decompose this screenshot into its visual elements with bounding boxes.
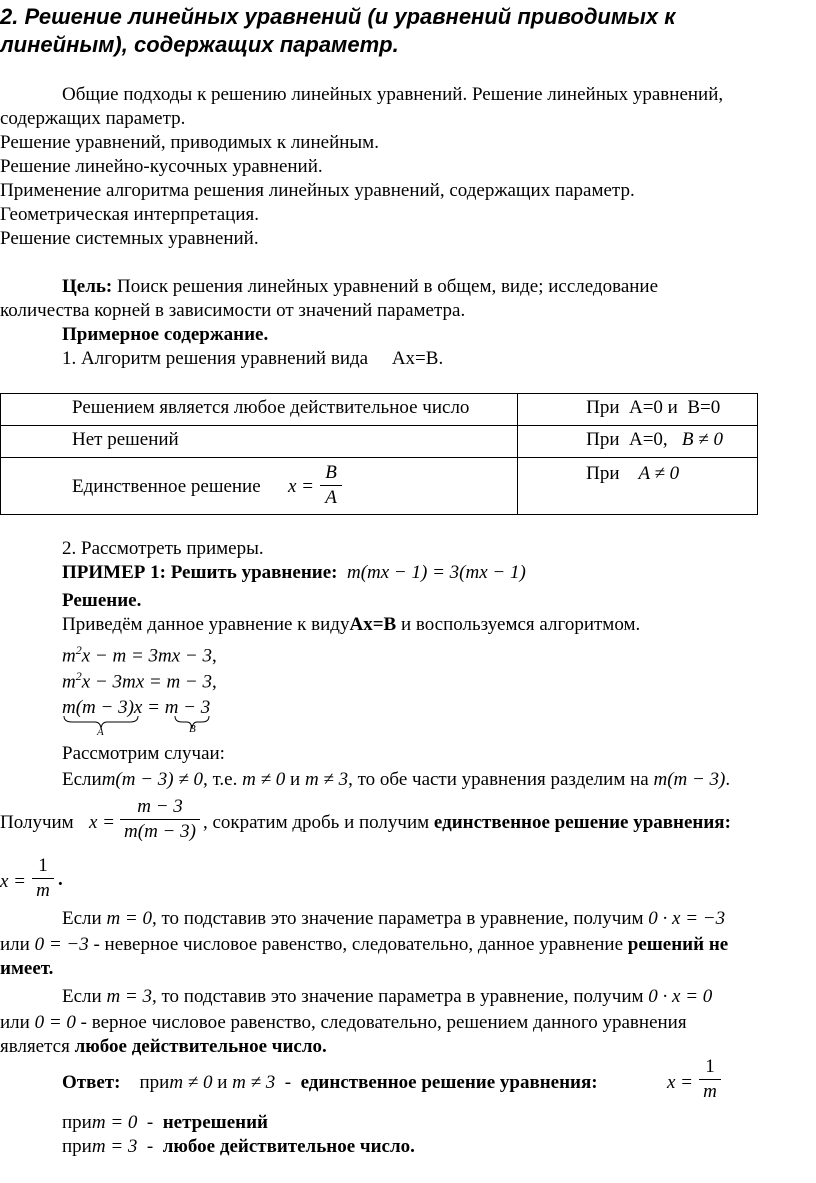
denominator: A xyxy=(325,487,337,508)
reduce-line xyxy=(62,614,640,636)
equation-2: $m^2x - 3mx = m - 3$, xyxy=(62,669,217,693)
case-m3-line-3: является любое действительное число. xyxy=(0,1036,327,1057)
answer-line-1: Ответ: приm ≠ 0 и m ≠ 3 - единственное решение уравнения: xyxy=(62,1072,598,1093)
reduce-text: Приведём данное уравнение к виду xyxy=(62,614,350,635)
overview-line-7: Решение системных уравнений. xyxy=(0,228,259,249)
goal-line-1 xyxy=(62,276,658,298)
x-equals: x = xyxy=(89,812,116,833)
content-heading: Примерное содержание. xyxy=(62,324,269,345)
step-2: 2. Рассмотреть примеры. xyxy=(62,538,264,559)
heading-line-2: линейным), содержащих параметр. xyxy=(0,32,399,57)
table-cell: При A=0 и B=0 xyxy=(518,394,758,426)
label-a: A xyxy=(97,726,104,738)
heading-line-1: 2. Решение линейных уравнений (и уравнений приводимых к xyxy=(0,4,676,29)
reduce-form: Ax=B xyxy=(349,614,397,635)
table-row xyxy=(1,426,758,458)
label-b: B xyxy=(189,723,196,735)
example-1 xyxy=(62,562,526,584)
step-1: 1. Алгоритм решения уравнений вида Ax=B. xyxy=(62,348,444,369)
example-equation: m(mx − 1) = 3(mx − 1) xyxy=(346,562,526,583)
cond-label: При xyxy=(586,463,620,484)
case-m0-line-2: или 0 = −3 - неверное числовое равенство, следовательно, данное уравнение решений не xyxy=(0,934,729,955)
fraction-one-over-m: 1 m xyxy=(699,1056,721,1103)
overview-line-5: Применение алгоритма решения линейных уравнений, содержащих параметр. xyxy=(0,180,635,201)
algorithm-table xyxy=(0,393,758,515)
cases-label: Рассмотрим случаи: xyxy=(62,743,225,764)
coefficient-b: m − 3 xyxy=(164,697,211,718)
underbrace-icons xyxy=(62,714,222,730)
unique-dot: . xyxy=(58,869,63,890)
x-equals: x = xyxy=(0,871,27,892)
fraction-one-over-m: 1 m xyxy=(32,855,54,902)
answer-line-2: приm = 0 - нетрешений xyxy=(62,1112,268,1133)
table-row xyxy=(1,394,758,426)
get-label: Получим xyxy=(0,812,74,833)
fraction-b-over-a xyxy=(320,462,342,509)
reduce-text-end: и воспользуемся алгоритмом. xyxy=(396,614,641,635)
goal-label: Цель: xyxy=(62,276,113,297)
cond-a-nonzero: A ≠ 0 xyxy=(638,463,680,484)
coefficient-a: m(m − 3) xyxy=(62,697,134,718)
cond-a-zero: При A=0, xyxy=(586,429,668,450)
overview-line-3: Решение уравнений, приводимых к линейным. xyxy=(0,132,379,153)
equation-3: m(m − 3)x = m − 3 xyxy=(62,697,211,718)
unique-solution-label: Единственное решение xyxy=(72,476,261,497)
case-1-line: Еслиm(m − 3) ≠ 0, т.е. m ≠ 0 и m ≠ 3, то обе части уравнения разделим на m(m − 3). xyxy=(62,769,731,790)
x-equals: x = xyxy=(667,1072,694,1093)
goal-line-2: количества корней в зависимости от значений параметра. xyxy=(0,300,466,321)
overview-line-2: содержащих параметр. xyxy=(0,108,186,129)
overview-line-4: Решение линейно-кусочных уравнений. xyxy=(0,156,323,177)
overview-line-1: Общие подходы к решению линейных уравнений. Решение линейных уравнений, xyxy=(62,84,724,105)
cond-b-nonzero: B ≠ 0 xyxy=(681,429,723,450)
overview-line-6: Геометрическая интерпретация. xyxy=(0,204,259,225)
table-cell xyxy=(1,458,518,515)
table-cell xyxy=(518,426,758,458)
solution-label: Решение. xyxy=(62,590,142,611)
numerator: B xyxy=(325,462,337,483)
example-label: ПРИМЕР 1: Решить уравнение: xyxy=(62,562,338,583)
equation-1: $m^2x - m = 3mx - 3$, xyxy=(62,643,217,667)
x-equals: x = xyxy=(288,476,315,497)
get-text: , сократим дробь и получим единственное решение уравнения: xyxy=(203,812,731,833)
case-m0-line-1: Если m = 0, то подставив это значение параметра в уравнение, получим 0 · x = −3 xyxy=(62,908,726,929)
goal-text-1: Поиск решения линейных уравнений в общем, виде; исследование xyxy=(112,276,659,297)
case-m3-line-1: Если m = 3, то подставив это значение параметра в уравнение, получим 0 · x = 0 xyxy=(62,986,713,1007)
answer-label: Ответ: xyxy=(62,1072,121,1093)
case-m0-line-3: имеет. xyxy=(0,958,54,979)
table-cell: Нет решений xyxy=(1,426,518,458)
table-cell: Решением является любое действительное число xyxy=(1,394,518,426)
fraction-reduced: m − 3 m(m − 3) xyxy=(120,796,200,843)
table-cell xyxy=(518,458,758,515)
table-row xyxy=(1,458,758,515)
answer-line-3: приm = 3 - любое действительное число. xyxy=(62,1136,415,1157)
case-m3-line-2: или 0 = 0 - верное числовое равенство, следовательно, решением данного уравнения xyxy=(0,1012,687,1033)
